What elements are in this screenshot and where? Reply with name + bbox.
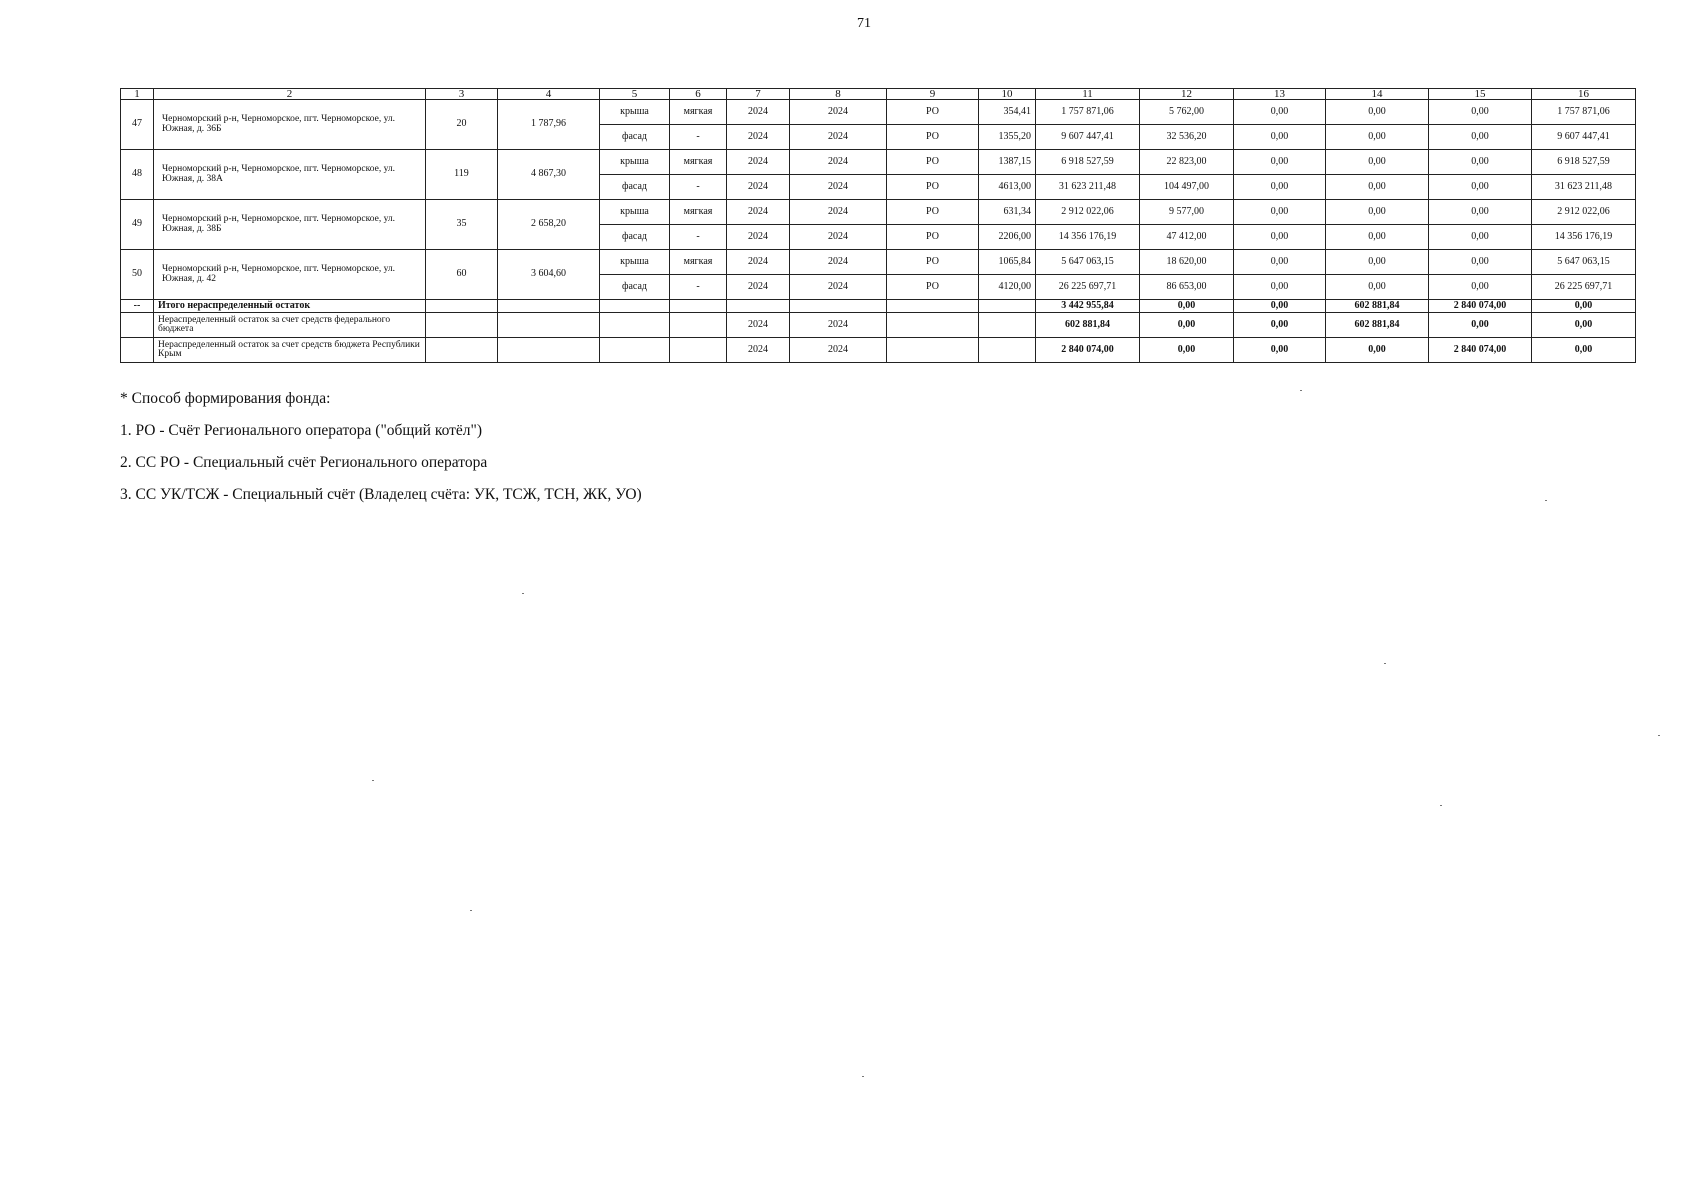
table-cell: 2024	[727, 200, 790, 225]
table-cell: 0,00	[1326, 150, 1429, 175]
total-cell: 3 442 955,84	[1036, 300, 1140, 313]
table-cell: 0,00	[1326, 100, 1429, 125]
subtotal-cell: 0,00	[1326, 338, 1429, 363]
column-number: 10	[979, 89, 1036, 100]
scan-speck	[522, 593, 524, 594]
total-cell: 0,00	[1532, 300, 1636, 313]
table-cell: 0,00	[1234, 250, 1326, 275]
table-row	[121, 200, 1636, 225]
table-cell: 20	[426, 100, 498, 150]
column-number: 11	[1036, 89, 1140, 100]
table-cell: -	[670, 125, 727, 150]
table-cell: 14 356 176,19	[1532, 225, 1636, 250]
table-cell: 32 536,20	[1140, 125, 1234, 150]
address-cell: Черноморский р-н, Черноморское, пгт. Черноморское, ул. Южная, д. 38А	[154, 150, 426, 200]
scan-speck	[1384, 663, 1386, 664]
subtotal-row	[121, 338, 1636, 363]
subtotal-cell: 0,00	[1140, 313, 1234, 338]
scan-speck	[372, 780, 374, 781]
table-cell: 0,00	[1234, 275, 1326, 300]
scan-speck	[1440, 805, 1442, 806]
table-cell: 2024	[727, 150, 790, 175]
table-cell: мягкая	[670, 200, 727, 225]
subtotal-cell: 2024	[790, 313, 887, 338]
column-number: 6	[670, 89, 727, 100]
table-cell: 35	[426, 200, 498, 250]
table-cell: 86 653,00	[1140, 275, 1234, 300]
table-cell: 9 607 447,41	[1036, 125, 1140, 150]
table-cell: 2024	[727, 275, 790, 300]
table-cell: 2024	[790, 100, 887, 125]
table-cell: 1065,84	[979, 250, 1036, 275]
table-cell: 0,00	[1429, 275, 1532, 300]
subtotal-label: Нераспределенный остаток за счет средств федерального бюджета	[154, 313, 426, 338]
table-cell: 2024	[727, 225, 790, 250]
table-cell: фасад	[600, 225, 670, 250]
table-cell: 4 867,30	[498, 150, 600, 200]
subtotal-cell: 2024	[727, 313, 790, 338]
table-cell: 60	[426, 250, 498, 300]
table-cell: 0,00	[1429, 200, 1532, 225]
table-cell: 354,41	[979, 100, 1036, 125]
column-number: 8	[790, 89, 887, 100]
table-cell: РО	[887, 125, 979, 150]
subtotal-cell: 2 840 074,00	[1429, 338, 1532, 363]
table-cell: 1355,20	[979, 125, 1036, 150]
table-cell: 0,00	[1326, 275, 1429, 300]
total-cell: 602 881,84	[1326, 300, 1429, 313]
table-cell: 31 623 211,48	[1036, 175, 1140, 200]
table-cell: крыша	[600, 200, 670, 225]
column-number: 2	[154, 89, 426, 100]
table-cell: 5 647 063,15	[1036, 250, 1140, 275]
table-cell: 0,00	[1429, 100, 1532, 125]
table-cell: РО	[887, 100, 979, 125]
table-cell: 2024	[790, 275, 887, 300]
table-cell: 2024	[790, 150, 887, 175]
table-cell: крыша	[600, 150, 670, 175]
subtotal-cell: 2024	[790, 338, 887, 363]
table-cell: -	[670, 275, 727, 300]
subtotal-label: Нераспределенный остаток за счет средств бюджета Республики Крым	[154, 338, 426, 363]
table-cell: крыша	[600, 250, 670, 275]
row-number-cell: 48	[121, 150, 154, 200]
table-cell: РО	[887, 275, 979, 300]
table-cell: 0,00	[1234, 200, 1326, 225]
table-cell: 2024	[727, 125, 790, 150]
address-cell: Черноморский р-н, Черноморское, пгт. Черноморское, ул. Южная, д. 36Б	[154, 100, 426, 150]
scan-speck	[1300, 390, 1302, 391]
table-row	[121, 250, 1636, 275]
table-cell: 0,00	[1326, 200, 1429, 225]
table-cell: 0,00	[1429, 150, 1532, 175]
column-number: 1	[121, 89, 154, 100]
table-cell: 26 225 697,71	[1036, 275, 1140, 300]
scan-speck	[1545, 500, 1547, 501]
table-cell: РО	[887, 225, 979, 250]
subtotal-cell: 0,00	[1140, 338, 1234, 363]
table-cell: 2 658,20	[498, 200, 600, 250]
notes-heading: * Способ формирования фонда:	[120, 390, 331, 407]
column-number: 15	[1429, 89, 1532, 100]
table-cell: 1 757 871,06	[1532, 100, 1636, 125]
table-cell: 26 225 697,71	[1532, 275, 1636, 300]
subtotal-cell: 2 840 074,00	[1036, 338, 1140, 363]
table-cell: 0,00	[1234, 100, 1326, 125]
row-number-cell: 47	[121, 100, 154, 150]
table-cell: 104 497,00	[1140, 175, 1234, 200]
column-number: 14	[1326, 89, 1429, 100]
table-cell: 47 412,00	[1140, 225, 1234, 250]
table-cell: 1387,15	[979, 150, 1036, 175]
table-cell: РО	[887, 150, 979, 175]
table-cell: 2024	[727, 100, 790, 125]
column-number: 7	[727, 89, 790, 100]
table-cell: 0,00	[1234, 150, 1326, 175]
table-row	[121, 100, 1636, 125]
note-item: 3. СС УК/ТСЖ - Специальный счёт (Владелец счёта: УК, ТСЖ, ТСН, ЖК, УО)	[120, 486, 642, 503]
table-cell: крыша	[600, 100, 670, 125]
subtotal-cell: 0,00	[1429, 313, 1532, 338]
total-marker: --	[121, 300, 154, 313]
note-item: 1. РО - Счёт Регионального оператора ("общий котёл")	[120, 422, 482, 439]
table-cell: 0,00	[1326, 175, 1429, 200]
table-cell: 119	[426, 150, 498, 200]
total-row	[121, 300, 1636, 313]
table-cell: 0,00	[1326, 225, 1429, 250]
table-cell: 0,00	[1326, 250, 1429, 275]
table-cell: 0,00	[1429, 125, 1532, 150]
subtotal-cell: 0,00	[1234, 313, 1326, 338]
table-cell: -	[670, 175, 727, 200]
column-number: 12	[1140, 89, 1234, 100]
table-cell: 2206,00	[979, 225, 1036, 250]
table-cell: 0,00	[1326, 125, 1429, 150]
fund-formation-notes	[120, 390, 642, 518]
table-cell: мягкая	[670, 100, 727, 125]
subtotal-cell: 602 881,84	[1036, 313, 1140, 338]
table-cell: 31 623 211,48	[1532, 175, 1636, 200]
address-cell: Черноморский р-н, Черноморское, пгт. Черноморское, ул. Южная, д. 38Б	[154, 200, 426, 250]
table-cell: мягкая	[670, 250, 727, 275]
row-number-cell: 50	[121, 250, 154, 300]
table-cell: 5 647 063,15	[1532, 250, 1636, 275]
table-cell: 2 912 022,06	[1532, 200, 1636, 225]
address-cell: Черноморский р-н, Черноморское, пгт. Черноморское, ул. Южная, д. 42	[154, 250, 426, 300]
table-cell: 2024	[790, 250, 887, 275]
table-cell: РО	[887, 175, 979, 200]
column-number: 4	[498, 89, 600, 100]
table-cell: 5 762,00	[1140, 100, 1234, 125]
table-cell: 4613,00	[979, 175, 1036, 200]
row-number-cell: 49	[121, 200, 154, 250]
table-cell: 2024	[790, 175, 887, 200]
scan-speck	[470, 910, 472, 911]
subtotal-cell: 2024	[727, 338, 790, 363]
table-cell: 4120,00	[979, 275, 1036, 300]
table-cell: 9 607 447,41	[1532, 125, 1636, 150]
column-number: 13	[1234, 89, 1326, 100]
subtotal-row	[121, 313, 1636, 338]
note-item: 2. СС РО - Специальный счёт Регионального оператора	[120, 454, 488, 471]
total-label: Итого нераспределенный остаток	[154, 300, 426, 313]
total-cell: 0,00	[1140, 300, 1234, 313]
table-cell: фасад	[600, 275, 670, 300]
table-cell: 2024	[790, 125, 887, 150]
table-cell: фасад	[600, 125, 670, 150]
table-cell: 0,00	[1234, 125, 1326, 150]
table-cell: 1 787,96	[498, 100, 600, 150]
table-cell: 0,00	[1234, 225, 1326, 250]
table-cell: 6 918 527,59	[1532, 150, 1636, 175]
table-cell: 14 356 176,19	[1036, 225, 1140, 250]
scan-speck	[862, 1076, 864, 1077]
table-cell: 2024	[790, 200, 887, 225]
table-cell: 1 757 871,06	[1036, 100, 1140, 125]
table-cell: РО	[887, 250, 979, 275]
table-cell: 0,00	[1429, 175, 1532, 200]
table-cell: 9 577,00	[1140, 200, 1234, 225]
subtotal-cell: 0,00	[1532, 338, 1636, 363]
table-cell: 2024	[727, 175, 790, 200]
subtotal-cell: 602 881,84	[1326, 313, 1429, 338]
column-number: 5	[600, 89, 670, 100]
table-cell: 0,00	[1234, 175, 1326, 200]
table-header	[121, 89, 1636, 100]
table-cell: мягкая	[670, 150, 727, 175]
column-number: 9	[887, 89, 979, 100]
scan-speck	[1658, 735, 1660, 736]
subtotal-cell: 0,00	[1532, 313, 1636, 338]
column-number: 16	[1532, 89, 1636, 100]
table-cell: 0,00	[1429, 250, 1532, 275]
page-number: 71	[857, 16, 871, 31]
table-cell: 3 604,60	[498, 250, 600, 300]
column-number: 3	[426, 89, 498, 100]
total-cell: 2 840 074,00	[1429, 300, 1532, 313]
table-cell: 631,34	[979, 200, 1036, 225]
total-cell: 0,00	[1234, 300, 1326, 313]
table-cell: 22 823,00	[1140, 150, 1234, 175]
table-cell: РО	[887, 200, 979, 225]
subtotal-cell: 0,00	[1234, 338, 1326, 363]
table-cell: 2 912 022,06	[1036, 200, 1140, 225]
table-cell: -	[670, 225, 727, 250]
table-cell: фасад	[600, 175, 670, 200]
table-cell: 0,00	[1429, 225, 1532, 250]
table-cell: 6 918 527,59	[1036, 150, 1140, 175]
table-cell: 2024	[790, 225, 887, 250]
table-cell: 2024	[727, 250, 790, 275]
table-cell: 18 620,00	[1140, 250, 1234, 275]
repair-program-table	[120, 88, 1636, 363]
table-row	[121, 150, 1636, 175]
